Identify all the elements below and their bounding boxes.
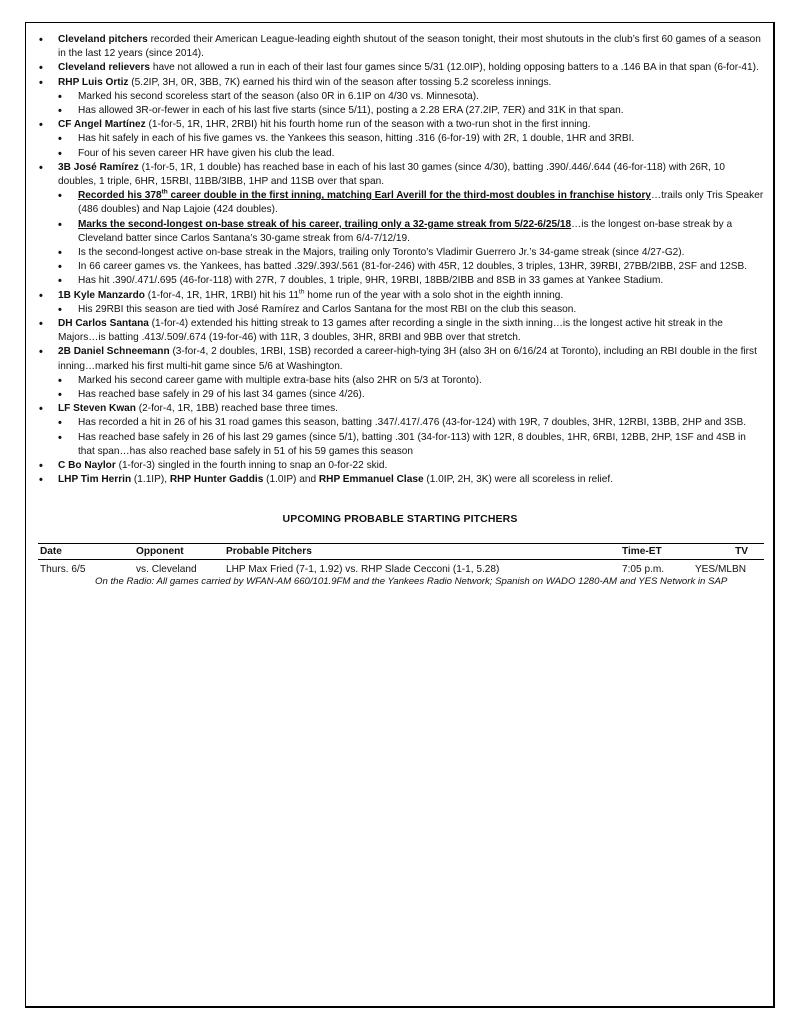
row-time: 7:05 p.m. — [622, 564, 665, 575]
subnote-ramirez-doubles: • Recorded his 378th career double in the first inning, matching Earl Averill for the third-most doubles in franchise history…trails only Tris Speaker (486 doubles) and Nap Lajoie (424 doubles). — [58, 189, 764, 217]
probables-header-row — [38, 543, 764, 560]
note-cleveland-pitchers: • Cleveland pitchers recorded their American League-leading eighth shutout of the season tonight, their most shutouts in the club’s first 60 games of a season in the last 12 years (since 2014). — [38, 33, 764, 61]
subnote-kwan-2: • Has reached base safely in 26 of his last 29 games (since 5/1), batting .301 (34-for-113) with 12R, 8 doubles, 1HR, 6RBI, 12BB, 2HP, 1SF and 4SB in that span…has also reached base safely in 51 of his 59 games this season — [58, 431, 764, 459]
subnote-schneemann-1: • Marked his second career game with multiple extra-base hits (also 2HR on 5/3 at Toronto). — [58, 374, 764, 388]
row-opponent: vs. Cleveland — [136, 564, 197, 575]
note-relievers: • LHP Tim Herrin (1.1IP), RHP Hunter Gaddis (1.0IP) and RHP Emmanuel Clase (1.0IP, 2H, 3K) were all scoreless in relief. — [38, 473, 764, 487]
subnote-kwan-1: • Has recorded a hit in 26 of his 31 road games this season, batting .347/.417/.476 (43-for-124) with 19R, 7 doubles, 3HR, 12RBI, 13BB, 2HP and 3SB. — [58, 416, 764, 430]
probables-title: UPCOMING PROBABLE STARTING PITCHERS — [282, 513, 518, 525]
subnote-ramirez-majors: • Is the second-longest active on-base streak in the Majors, trailing only Toronto’s Vladimir Guerrero Jr.’s 34-game streak (since 4/27-G2). — [58, 246, 764, 260]
game-notes-list — [38, 33, 764, 488]
row-date: Thurs. 6/5 — [40, 564, 86, 575]
probables-table — [38, 543, 764, 578]
subnote-ortiz-1: • Marked his second scoreless start of the season (also 0R in 6.1IP on 4/30 vs. Minnesota). — [58, 90, 764, 104]
subnote-ramirez-stadium: • Has hit .390/.471/.695 (46-for-118) with 27R, 7 doubles, 1 triple, 9HR, 19RBI, 18BB/2IBB and 8SB in 33 games at Yankee Stadium. — [58, 274, 764, 288]
header-pitchers: Probable Pitchers — [226, 546, 312, 557]
subnote-ramirez-onbase: • Marks the second-longest on-base streak of his career, trailing only a 32-game streak from 5/22-6/25/18…is the longest on-base streak by a Cleveland batter since Carlos Santana’s 30-game streak from 6/4-7/12/19. — [58, 218, 764, 246]
row-tv: YES/MLBN — [694, 564, 746, 575]
note-luis-ortiz: • RHP Luis Ortiz (5.2IP, 3H, 0R, 3BB, 7K) earned his third win of the season after tossing 5.2 scoreless innings. — [38, 76, 764, 90]
header-tv: TV — [735, 546, 748, 557]
subnote-ortiz-2: • Has allowed 3R-or-fewer in each of his last five starts (since 5/11), posting a 2.28 ERA (27.2IP, 7ER) and 31K in that span. — [58, 104, 764, 118]
note-steven-kwan: • LF Steven Kwan (2-for-4, 1R, 1BB) reached base three times. — [38, 402, 764, 416]
note-jose-ramirez: • 3B José Ramírez (1-for-5, 1R, 1 double) has reached base in each of his last 30 games (since 4/30), batting .390/.446/.644 (46-for-118) with 26R, 10 doubles, 1 triple, 6HR, 15RBI, 11BB/3IBB, 1HP and 11SB over that span. — [38, 161, 764, 189]
note-cleveland-relievers: • Cleveland relievers have not allowed a run in each of their last four games since 5/31 (12.0IP), holding opposing batters to a .146 BA in that span (6-for-41). — [38, 61, 764, 75]
header-opponent: Opponent — [136, 546, 184, 557]
note-daniel-schneemann: • 2B Daniel Schneemann (3-for-4, 2 doubles, 1RBI, 1SB) recorded a career-high-tying 3H (also 3H on 6/16/24 at Toronto), including an RBI double in the first inning…marked his first multi-hit game since 5/6 at Washington. — [38, 345, 764, 373]
note-kyle-manzardo: • 1B Kyle Manzardo (1-for-4, 1R, 1HR, 1RBI) hit his 11th home run of the year with a solo shot in the eighth inning. — [38, 289, 764, 303]
subnote-schneemann-2: • Has reached base safely in 29 of his last 34 games (since 4/26). — [58, 388, 764, 402]
note-bo-naylor: • C Bo Naylor (1-for-3) singled in the fourth inning to snap an 0-for-22 skid. — [38, 459, 764, 473]
subnote-martinez-1: • Has hit safely in each of his five games vs. the Yankees this season, hitting .316 (6-for-19) with 2R, 1 double, 1HR and 3RBI. — [58, 132, 764, 146]
header-time: Time-ET — [622, 546, 662, 557]
subnote-manzardo-1: • His 29RBI this season are tied with José Ramírez and Carlos Santana for the most RBI on the club this season. — [58, 303, 764, 317]
row-pitchers: LHP Max Fried (7-1, 1.92) vs. RHP Slade Cecconi (1-1, 5.28) — [226, 564, 500, 575]
radio-note: On the Radio: All games carried by WFAN-AM 660/101.9FM and the Yankees Radio Network; Spanish on WADO 1280-AM and YES Network in SAP — [95, 576, 728, 587]
subnote-ramirez-yankees: • In 66 career games vs. the Yankees, has batted .329/.393/.561 (81-for-246) with 45R, 12 doubles, 3 triples, 13HR, 39RBI, 27BB/2IBB, 2SF and 12SB. — [58, 260, 764, 274]
note-angel-martinez: • CF Angel Martínez (1-for-5, 1R, 1HR, 2RBI) hit his fourth home run of the season with a two-run shot in the first inning. — [38, 118, 764, 132]
header-date: Date — [40, 546, 62, 557]
subnote-martinez-2: • Four of his seven career HR have given his club the lead. — [58, 147, 764, 161]
note-carlos-santana: • DH Carlos Santana (1-for-4) extended his hitting streak to 13 games after recording a single in the sixth inning…is the longest active hit streak in the Majors…is batting .413/.509/.674 (19-for-46) with 11R, 3 doubles, 3HR, 8RBI and 9BB over that stretch. — [38, 317, 764, 345]
